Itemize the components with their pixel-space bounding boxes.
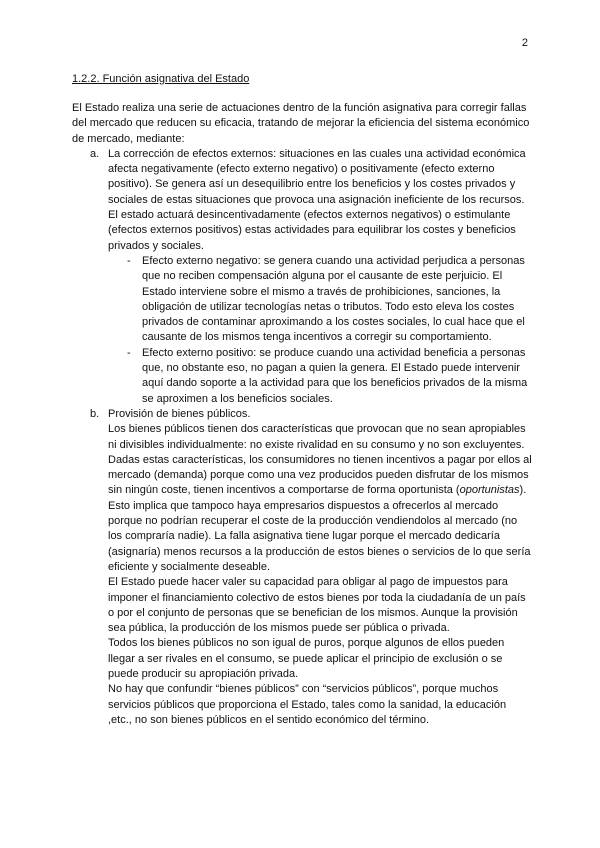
item-b-title: Provisión de bienes públicos. bbox=[108, 407, 251, 420]
item-b-paragraph-5: No hay que confundir “bienes públicos” con “servicios públicos”, porque muchos servicios públicos que proporciona el Estado, tales como la sanidad, la educación ,etc., no son bienes públicos en el sentido económico del término. bbox=[108, 683, 507, 726]
intro-paragraph: El Estado realiza una serie de actuaciones dentro de la función asignativa para corregir fallas del mercado que reducen su eficacia, tratando de mejorar la eficiencia del sistema económico de mercado, mediante: bbox=[72, 102, 530, 145]
item-b-paragraph-4: Todos los bienes públicos no son igual de puros, porque algunos de ellos pueden llegar a ser rivales en el consumo, se puede aplicar el principio de exclusión o se puede producir su apropiación privada. bbox=[108, 637, 505, 680]
item-a-text: La corrección de efectos externos: situaciones en las cuales una actividad económica afecta negativamente (efecto externo negativo) o positivamente (efecto externo positivo). Se genera así un desequilibrio entre los beneficios y los costes privados y sociales de estas situaciones que provoca una asignación ineficiente de los recursos. El estado actuará desincentivadamente (efectos externos negativos) o estimulante (efectos externos positivos) estas actividades para equilibrar los costes y beneficios privados y sociales. bbox=[108, 147, 526, 252]
item-b-paragraph-1: Los bienes públicos tienen dos características que provocan que no sean apropiables ni divisibles individualmente: no existe rivalidad en su consumo y no son excluyentes. bbox=[108, 423, 526, 451]
dash-marker: - bbox=[127, 254, 131, 267]
list-item-a bbox=[72, 147, 532, 254]
sub-item-text: Efecto externo positivo: se produce cuando una actividad beneficia a personas que, no obstante eso, no pagan a quien la genera. El Estado puede intervenir aquí dando soporte a la actividad para que los beneficios privados de la misma se aproximen a los beneficios sociales. bbox=[142, 346, 528, 405]
sub-item-positive-externality bbox=[72, 346, 532, 407]
list-marker-a: a. bbox=[90, 147, 100, 160]
dash-marker: - bbox=[127, 346, 131, 359]
sub-item-text: Efecto externo negativo: se genera cuando una actividad perjudica a personas que no reciben compensación alguna por el causante de este perjuicio. El Estado interviene sobre el mismo a través de prohibiciones, sanciones, la obligación de utilizar tecnologías netas o tributos. Todo esto eleva los costes privados de contaminar aproximando a los costes sociales, lo cual hace que el causante de los mismos tenga incentivos a corregir su comportamiento. bbox=[142, 254, 525, 344]
section-title: 1.2.2. Función asignativa del Estado bbox=[72, 73, 250, 85]
item-b-paragraph-2 bbox=[108, 453, 532, 575]
p2-before: Dadas estas características, los consumidores no tienen incentivos a pagar por ellos al mercado (demanda) porque como una vez producidos pueden disfrutar de los mismos sin ningún coste, tienen incentivos a comportarse de forma oportunista ( bbox=[108, 453, 532, 497]
list-marker-b: b. bbox=[90, 407, 100, 420]
list-item-b bbox=[72, 407, 532, 728]
page-number: 2 bbox=[521, 37, 528, 49]
document-body bbox=[72, 101, 532, 728]
sub-item-negative-externality bbox=[72, 254, 532, 346]
p2-emphasis: oportunistas bbox=[459, 484, 520, 497]
p2-after: ). Esto implica que tampoco haya empresarios dispuestos a ofrecerlos al mercado porque no podrían recuperar el coste de la producción vendiendolos al mercado (no los compraría nadie). La falla asignativa tiene lugar porque el mercado dedicaría (asignaría) menos recursos a la producción de estos bienes o servicios de lo que sería eficiente y socialmente deseable. bbox=[108, 484, 531, 573]
item-b-paragraph-3: El Estado puede hacer valer su capacidad para obligar al pago de impuestos para imponer el financiamiento colectivo de estos bienes por toda la ciudadanía de un país o por el conjunto de personas que se benefician de los mismos. Aunque la provisión sea pública, la producción de los mismos puede ser pública o privada. bbox=[108, 576, 526, 635]
